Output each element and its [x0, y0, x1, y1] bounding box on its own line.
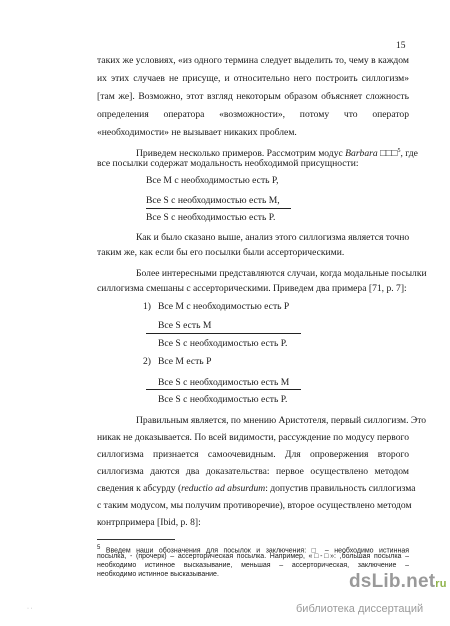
paragraph-line: Правильным является, по мнению Аристотеля, первый силлогизм. Это	[136, 415, 427, 426]
paragraph-line: силлогизма смешаны с ассерторическими. Приведем два примера [71, p. 7]:	[97, 283, 407, 294]
example-premise-major: Все M есть P	[158, 356, 212, 367]
corner-marks: · ·	[27, 606, 33, 612]
inference-line	[146, 333, 301, 334]
footnote-ref: 5	[397, 148, 401, 154]
inference-line	[146, 208, 291, 209]
paragraph-line: никак не доказывается. По всей видимости, рассуждение по модусу первого	[97, 432, 409, 443]
paragraph-line: таких же условиях, «из одного термина следует выделить то, чему в каждом	[97, 55, 409, 66]
page-number: 15	[396, 41, 406, 51]
example-marker: 1)	[143, 301, 151, 312]
example-conclusion: Все S с необходимостью есть P.	[158, 394, 288, 405]
logo-suffix: ru	[435, 578, 447, 590]
example-conclusion: Все S с необходимостью есть P.	[158, 338, 288, 349]
example-premise-minor: Все S есть M	[158, 320, 212, 331]
text-span: , где	[400, 148, 418, 160]
footnote-marker: 5	[97, 545, 101, 551]
footnote-line: необходимо истинное высказывание, меньшая – ассерторическая, заключение –	[97, 562, 409, 569]
watermark-subtitle: библиотека диссертаций	[296, 603, 424, 615]
watermark-logo	[349, 571, 447, 593]
paragraph-line: таким же, как если бы его посылки были ассерторическими.	[97, 247, 345, 258]
paragraph-line: все посылки содержат модальность необходимой присущности:	[97, 158, 359, 169]
text-span: Приведем несколько примеров. Рассмотрим модус	[136, 148, 346, 160]
conclusion: Все S с необходимостью есть P.	[146, 212, 276, 223]
italic-term: Barbara	[345, 148, 378, 160]
text-span: Введем наши обозначения для посылок и заключения: □ – необходимо истинная	[100, 547, 409, 555]
footnote-separator	[97, 539, 175, 540]
paragraph-line	[97, 483, 416, 495]
paragraph-line: Как и было сказано выше, анализ этого силлогизма является точно	[136, 232, 410, 243]
footnote-line: необходимо истинное высказывание.	[97, 571, 219, 578]
text-span: сведения к абсурду (	[97, 483, 182, 494]
example-marker: 2)	[143, 356, 151, 367]
footnote-line: посылка, - (прочерк) – ассерторическая посылка. Например, «□-□»: ,большая посылка –	[97, 553, 409, 560]
example-premise-major: Все M с необходимостью есть P	[158, 301, 290, 312]
paragraph-line: силлогизма даются два доказательства: первое осуществлено методом	[97, 466, 409, 477]
example-premise-minor: Все S с необходимостью есть M	[158, 377, 290, 388]
paragraph-line: их этих случаев не присуще, и относительно него построить силлогизм»	[97, 73, 409, 84]
inference-line	[146, 389, 301, 390]
paragraph-line: Более интересными представляются случаи, когда модальные посылки	[136, 268, 427, 279]
paragraph-line: силлогизма признается самоочевидным. Для опровержения второго	[97, 449, 409, 460]
paragraph-line: определения оператора «возможности», потому что оператор	[97, 109, 409, 120]
premise-major: Все M с необходимостью есть P,	[146, 175, 279, 186]
paragraph-line: [там же]. Возможно, этот взгляд некоторым образом объясняет сложность	[97, 91, 409, 102]
text-span: : допустив правильность силлогизма	[265, 483, 416, 494]
logo-text: dsLib.net	[349, 571, 436, 592]
italic-term: reductio ad absurdum	[181, 483, 266, 494]
modal-symbols: □□□	[377, 148, 398, 160]
paragraph-line: с таким модусом, мы получим противоречие), второе осуществлено методом	[97, 500, 412, 511]
premise-minor: Все S с необходимостью есть M,	[146, 195, 280, 206]
paragraph-line: контрпримера [Ibid, p. 8]:	[97, 517, 201, 528]
paragraph-line: «необходимости» не вызывает никаких проблем.	[97, 127, 297, 138]
